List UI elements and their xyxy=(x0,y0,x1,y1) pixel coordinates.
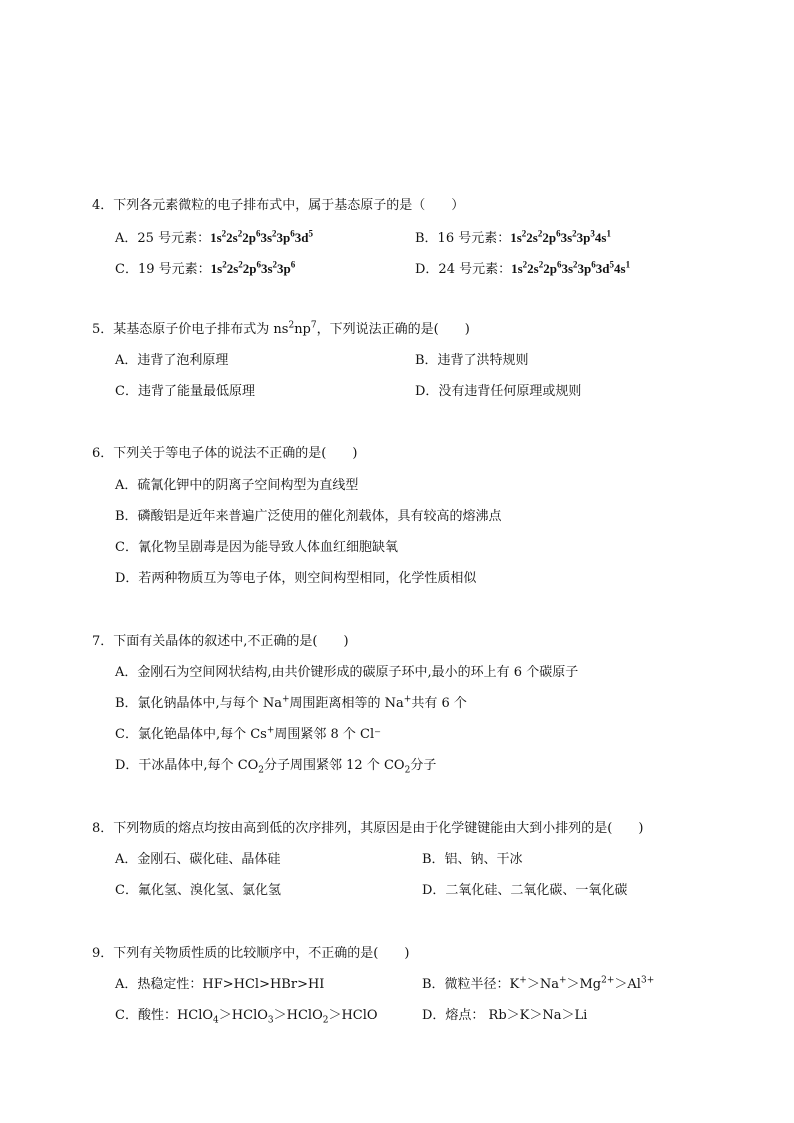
question-5-option-c: C．违背了能量最低原理 xyxy=(115,384,255,399)
question-5-option-b: B．违背了洪特规则 xyxy=(415,353,529,368)
question-7-option-b: B．氯化钠晶体中,与每个 Na+周围距离相等的 Na+共有 6 个 xyxy=(115,694,467,711)
question-9-option-b: B．微粒半径：$K^+>Na^+>Mg^{2+}>Al^{3+}$ xyxy=(422,975,655,992)
question-8-option-b: B．铝、钠、干冰 xyxy=(422,852,523,867)
question-5-option-a: A．违背了泡利原理 xyxy=(115,353,229,368)
question-6-option-b: B．磷酸铝是近年来普遍广泛使用的催化剂载体，具有较高的熔沸点 xyxy=(115,509,502,524)
question-7-option-a: A．金刚石为空间网状结构,由共价键形成的碳原子环中,最小的环上有 6 个碳原子 xyxy=(115,665,579,680)
question-4-stem: 4．下列各元素微粒的电子排布式中，属于基态原子的是（ ） xyxy=(92,198,465,213)
question-6-option-a: A．硫氰化钾中的阴离子空间构型为直线型 xyxy=(115,478,359,493)
question-8-option-c: C．氟化氢、溴化氢、氯化氢 xyxy=(115,883,281,898)
question-9-option-c: C．酸性：HClO$_4$＞HClO$_3$＞HClO$_2$＞HClO xyxy=(115,1008,378,1026)
question-4-option-b: B．16 号元素：$1s^22s^22p^63s^23p^34s^1$ xyxy=(415,228,611,246)
question-9-option-d: D．熔点： Rb＞K＞Na＞Li xyxy=(422,1008,588,1023)
question-8-stem: 8．下列物质的熔点均按由高到低的次序排列，其原因是由于化学键键能由大到小排列的是( ) xyxy=(92,821,644,836)
question-7-option-d: D．干冰晶体中,每个 $CO_2$分子周围紧邻 12 个 $CO_2$分子 xyxy=(115,758,437,776)
question-4-option-d: D．24 号元素：$1s^22s^22p^63s^23p^63d^54s^1$ xyxy=(415,259,631,277)
question-9-stem: 9．下列有关物质性质的比较顺序中，不正确的是( ) xyxy=(92,946,410,961)
question-9-option-a: A．热稳定性：HF>HCl>HBr>HI xyxy=(115,977,325,992)
question-7-option-c: C．氯化铯晶体中,每个 Cs+周围紧邻 8 个 Cl⁻ xyxy=(115,725,382,742)
question-6-stem: 6．下列关于等电子体的说法不正确的是( ) xyxy=(92,446,358,461)
question-8-option-a: A．金刚石、碳化硅、晶体硅 xyxy=(115,852,281,867)
question-5-option-d: D．没有违背任何原理或规则 xyxy=(415,384,582,399)
question-6-option-d: D．若两种物质互为等电子体，则空间构型相同，化学性质相似 xyxy=(115,571,477,586)
question-5-stem: 5．某基态原子价电子排布式为 $ns^2np^7$，下列说法正确的是( ) xyxy=(92,320,470,337)
question-4-option-c: C．19 号元素：$1s^22s^22p^63s^23p^6$ xyxy=(115,259,296,277)
question-8-option-d: D．二氧化硅、二氧化碳、一氧化碳 xyxy=(422,883,628,898)
question-7-stem: 7．下面有关晶体的叙述中,不正确的是( ) xyxy=(92,634,349,649)
question-6-option-c: C．氰化物呈剧毒是因为能导致人体血红细胞缺氧 xyxy=(115,540,398,555)
question-4-option-a: A．25 号元素：$1s^22s^22p^63s^23p^63d^5$ xyxy=(115,228,313,246)
